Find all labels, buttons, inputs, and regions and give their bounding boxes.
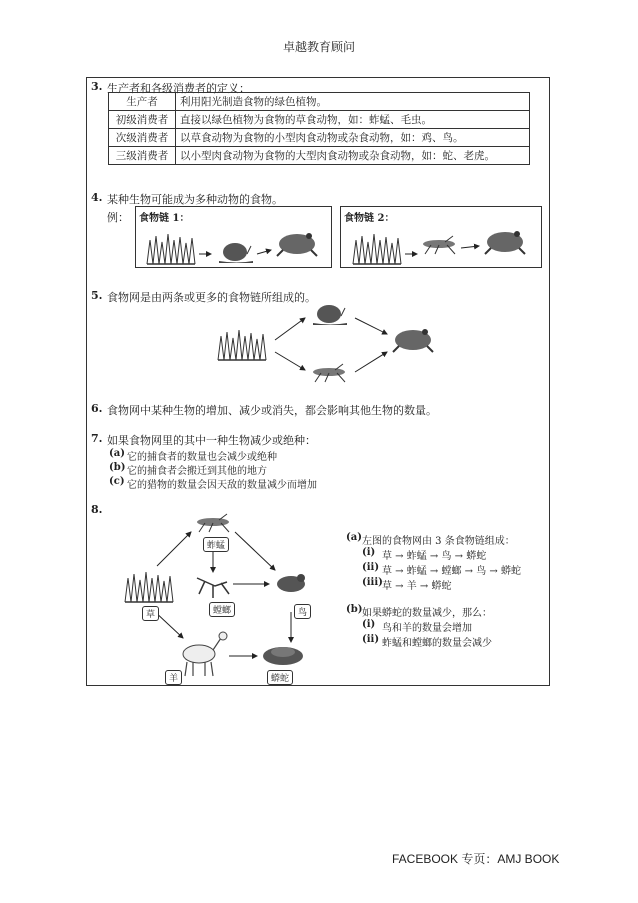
effect-item: 鸟和羊的数量会增加 — [382, 623, 472, 634]
grass-icon — [147, 234, 195, 264]
definition-cell: 利用阳光制造食物的绿色植物。 — [176, 93, 530, 111]
grasshopper-label: 蚱蜢 — [203, 537, 229, 552]
list-marker: (b) — [346, 604, 363, 615]
python-icon — [263, 647, 303, 665]
term-cell: 生产者 — [109, 93, 176, 111]
list-marker: (c) — [109, 476, 125, 487]
food-chain-item: 草 → 羊 → 蟒蛇 — [382, 581, 452, 592]
grasshopper-icon — [423, 236, 455, 254]
list-marker: (ii) — [362, 634, 380, 645]
definition-cell: 以小型肉食动物为食物的大型肉食动物或杂食动物，如：蛇、老虎。 — [176, 147, 530, 165]
bird-icon — [277, 574, 305, 592]
section-5-text: 食物网是由两条或更多的食物链所组成的。 — [107, 291, 316, 304]
page-header: 卓越教育顾问 — [282, 40, 355, 54]
mantis-icon — [197, 578, 229, 598]
mantis-label: 螳螂 — [209, 602, 235, 617]
bird-label: 鸟 — [294, 604, 311, 619]
list-marker: (a) — [109, 448, 125, 459]
food-chain-item: 草 → 蚱蜢 → 鸟 → 蟒蛇 — [382, 551, 487, 562]
goat-icon — [183, 632, 227, 676]
term-cell: 初级消费者 — [109, 111, 176, 129]
food-chain-item: 草 → 蚱蜢 → 螳螂 → 鸟 → 蟒蛇 — [382, 566, 521, 577]
food-chain-2-label: 食物链 2： — [344, 213, 395, 224]
frog-icon — [485, 231, 525, 254]
section-7-number: 7. — [91, 432, 103, 445]
section-8-number: 8. — [91, 503, 103, 516]
list-marker: (ii) — [362, 562, 380, 573]
effect-item: 蚱蜢和螳螂的数量会减少 — [382, 638, 492, 649]
term-cell: 次级消费者 — [109, 129, 176, 147]
goat-label: 羊 — [165, 670, 182, 685]
page-footer: FACEBOOK 专页：AMJ BOOK — [392, 852, 560, 866]
section-4-text: 某种生物可能成为多种动物的食物。 — [107, 193, 283, 206]
grasshopper-icon — [197, 514, 229, 532]
illustrations-layer — [87, 78, 551, 687]
grass-icon — [218, 330, 266, 360]
definition-cell: 直接以绿色植物为食物的草食动物，如：蚱蜢、毛虫。 — [176, 111, 530, 129]
list-item: 它的猎物的数量会因天敌的数量减少而增加 — [127, 480, 317, 491]
snail-icon — [313, 305, 347, 325]
python-decrease-text: 如果蟒蛇的数量减少，那么： — [362, 608, 492, 619]
frog-icon — [277, 233, 317, 256]
frog-icon — [393, 329, 433, 352]
food-web-summary: 左图的食物网由 3 条食物链组成： — [362, 536, 515, 547]
snail-icon — [219, 243, 253, 263]
section-7-text: 如果食物网里的其中一种生物减少或绝种： — [107, 434, 316, 447]
grass-icon — [125, 572, 173, 602]
grasshopper-icon — [313, 364, 345, 382]
list-marker: (b) — [109, 462, 126, 473]
grass-label: 草 — [142, 606, 159, 621]
grass-icon — [353, 234, 401, 264]
content-panel — [86, 77, 550, 686]
list-item: 它的捕食者的数量也会减少或绝种 — [127, 452, 277, 463]
food-chain-1-label: 食物链 1： — [139, 213, 190, 224]
list-marker: (i) — [362, 619, 376, 630]
section-4-number: 4. — [91, 191, 103, 204]
list-marker: (a) — [346, 532, 362, 543]
python-label: 蟒蛇 — [267, 670, 293, 685]
list-item: 它的捕食者会搬迁到其他的地方 — [127, 466, 267, 477]
section-5-number: 5. — [91, 289, 103, 302]
list-marker: (iii) — [362, 577, 383, 588]
definition-cell: 以草食动物为食物的小型肉食动物或杂食动物，如：鸡、鸟。 — [176, 129, 530, 147]
section-6-number: 6. — [91, 402, 103, 415]
term-cell: 三级消费者 — [109, 147, 176, 165]
list-marker: (i) — [362, 547, 376, 558]
example-label: 例： — [107, 211, 129, 224]
section-3-number: 3. — [91, 80, 103, 93]
section-3-title: 生产者和各级消费者的定义： — [107, 82, 250, 95]
section-6-text: 食物网中某种生物的增加、减少或消失，都会影响其他生物的数量。 — [107, 404, 437, 417]
